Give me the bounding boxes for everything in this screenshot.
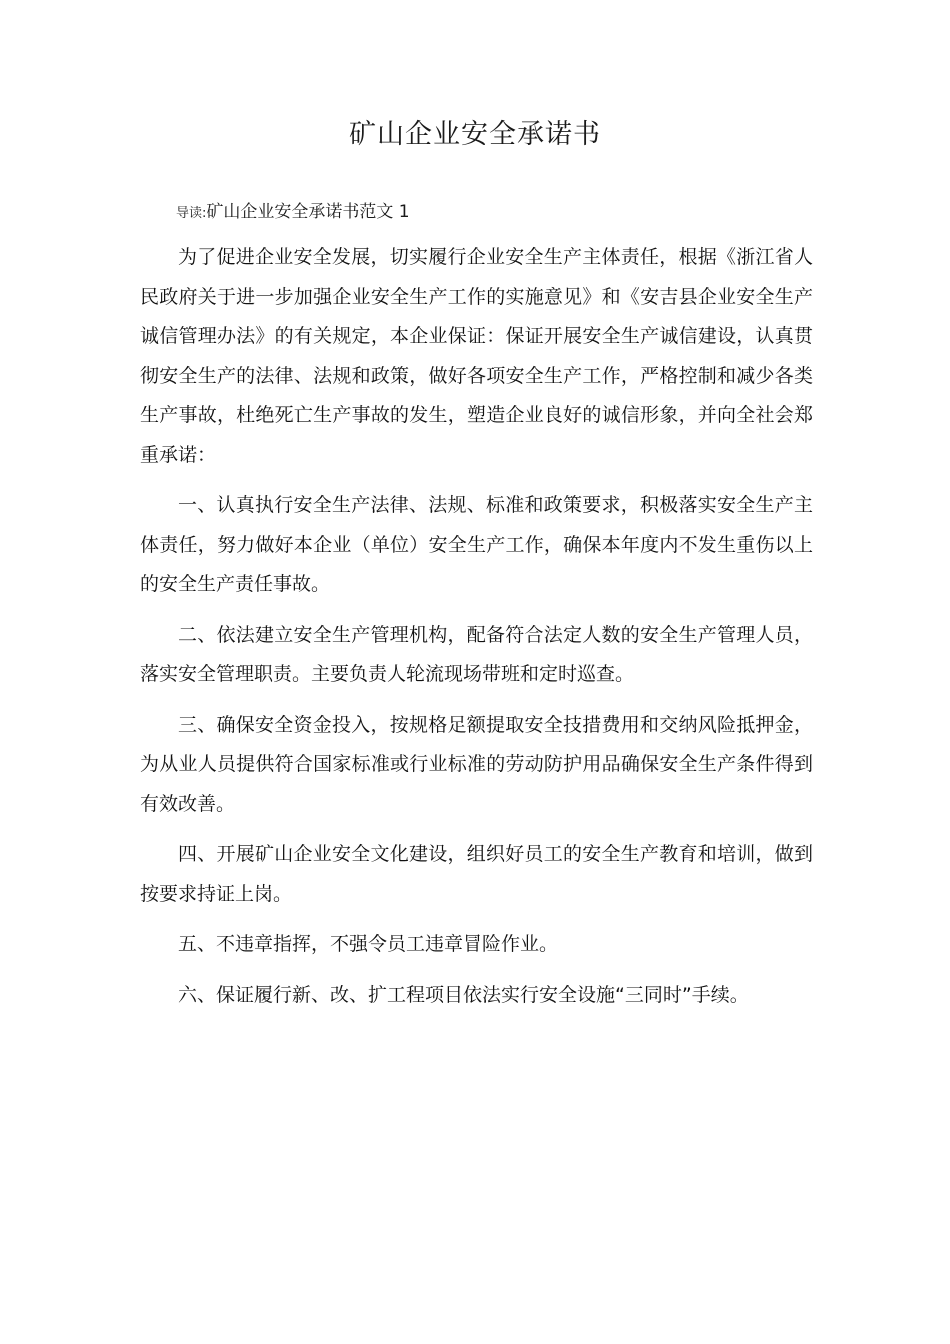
paragraph-item-3: 三、确保安全资金投入，按规格足额提取安全技措费用和交纳风险抵押金，为从业人员提供符合国家标准或行业标准的劳动防护用品确保安全生产条件得到有效改善。 (140, 713, 813, 815)
intro-label: 导读: (176, 206, 207, 221)
paragraph-item-6: 六、保证履行新、改、扩工程项目依法实行安全设施“三同时”手续。 (178, 983, 749, 1006)
document-title: 矿山企业安全承诺书 (349, 119, 601, 150)
paragraph-item-4: 四、开展矿山企业安全文化建设，组织好员工的安全生产教育和培训，做到按要求持证上岗。 (140, 843, 813, 905)
paragraph-item-5: 五、不违章指挥，不强令员工违章冒险作业。 (178, 933, 559, 955)
intro-line (176, 197, 410, 222)
intro-text: 矿山企业安全承诺书范文 1 (206, 202, 410, 222)
paragraph-item-2: 二、依法建立安全生产管理机构，配备符合法定人数的安全生产管理人员，落实安全管理职责。主要负责人轮流现场带班和定时巡查。 (140, 623, 813, 685)
document-body (140, 238, 813, 1026)
paragraph-item-1: 一、认真执行安全生产法律、法规、标准和政策要求，积极落实安全生产主体责任，努力做好本企业（单位）安全生产工作，确保本年度内不发生重伤以上的安全生产责任事故。 (140, 494, 813, 595)
paragraph-preamble: 为了促进企业安全发展，切实履行企业安全生产主体责任，根据《浙江省人民政府关于进一步加强企业安全生产工作的实施意见》和《安吉县企业安全生产诚信管理办法》的有关规定，本企业保证：保证开展安全生产诚信建设，认真贯彻安全生产的法律、法规和政策，做好各项安全生产工作，严格控制和减少各类生产事故，杜绝死亡生产事故的发生，塑造企业良好的诚信形象，并向全社会郑重承诺： (140, 246, 813, 466)
